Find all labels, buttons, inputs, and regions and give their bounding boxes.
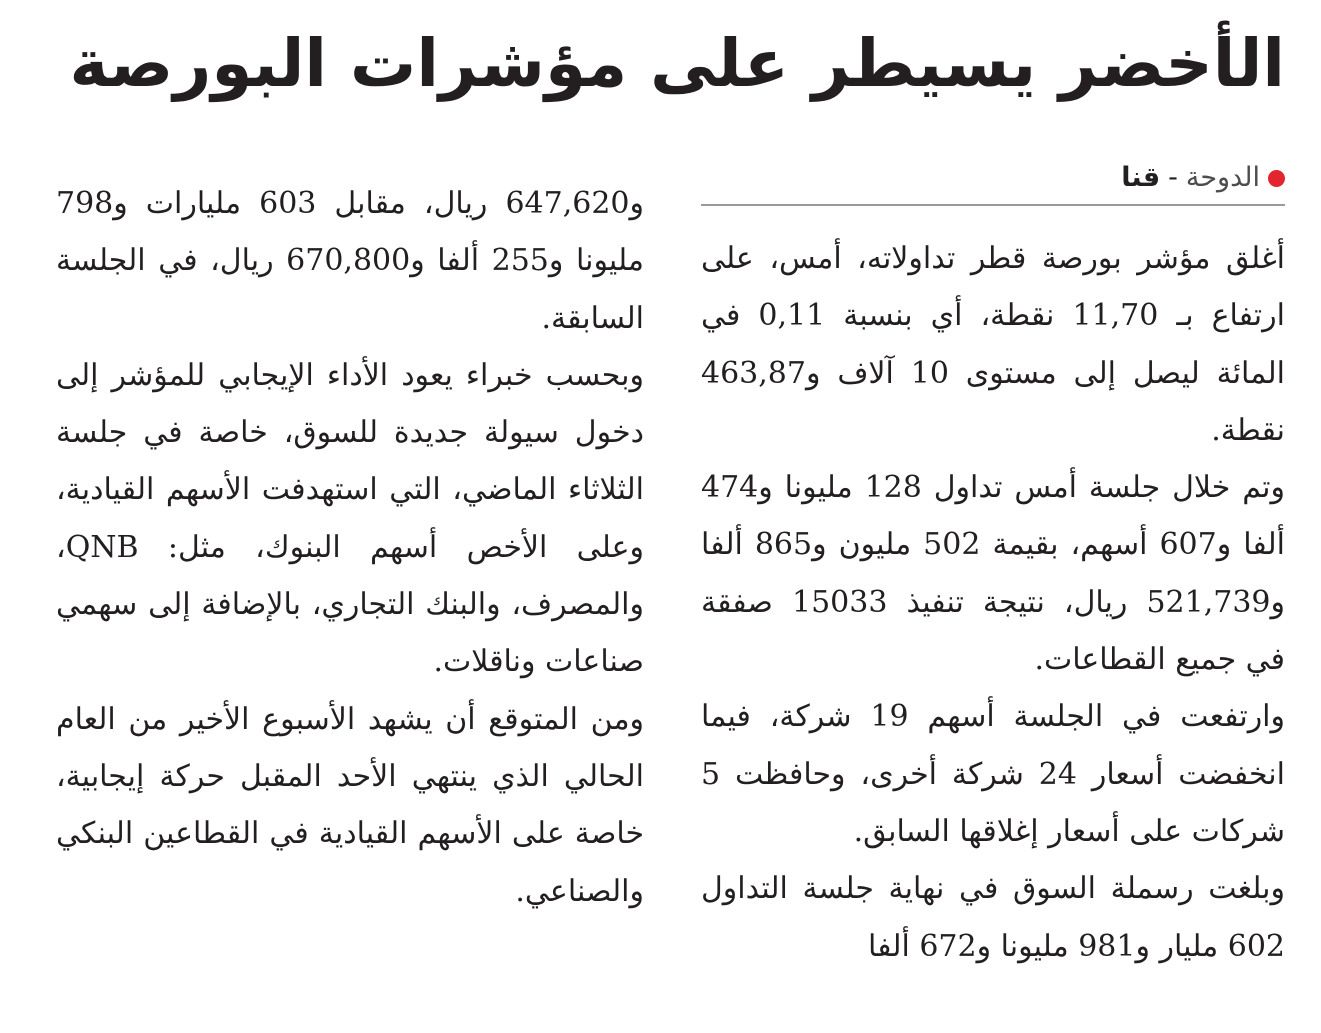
red-dot-icon	[1268, 170, 1285, 187]
paragraph: وارتفعت في الجلسة أسهم 19 شركة، فيما انخفضت أسعار 24 شركة أخرى، وحافظت 5 شركات على أسعار إغلاقها السابق.	[701, 699, 1285, 849]
paragraph: و647,620 ريال، مقابل 603 مليارات و798 مليونا و255 ألفا و670,800 ريال، في الجلسة السابقة.	[56, 186, 644, 336]
paragraph: وتم خلال جلسة أمس تداول 128 مليونا و474 ألفا و607 أسهم، بقيمة 502 مليون و865 ألفا و521,739 ريال، نتيجة تنفيذ 15033 صفقة في جميع القطاعات.	[701, 470, 1286, 678]
paragraph: ومن المتوقع أن يشهد الأسبوع الأخير من العام الحالي الذي ينتهي الأحد المقبل حركة إيجابية، خاصة على الأسهم القيادية في القطاعين البنكي والصناعي.	[56, 701, 644, 909]
paragraph: وبلغت رسملة السوق في نهاية جلسة التداول 602 مليار و981 مليونا و672 ألفا	[701, 871, 1285, 964]
paragraph: أغلق مؤشر بورصة قطر تداولاته، أمس، على ارتفاع بـ 11,70 نقطة، أي بنسبة 0,11 في المائة ليصل إلى مستوى 10 آلاف و463,87 نقطة.	[701, 241, 1286, 448]
article-column-left	[56, 175, 644, 920]
paragraph: وبحسب خبراء يعود الأداء الإيجابي للمؤشر إلى دخول سيولة جديدة للسوق، خاصة في جلسة الثلاثاء الماضي، التي استهدفت الأسهم القيادية، وعلى الأخص أسهم البنوك، مثل: QNB، والمصرف، والبنك التجاري، بالإضافة إلى سهمي صناعات وناقلات.	[56, 357, 644, 680]
byline-city: الدوحة	[1185, 162, 1260, 193]
byline	[701, 152, 1285, 206]
byline-separator: -	[1168, 162, 1178, 193]
byline-agency: قنا	[1121, 162, 1161, 193]
article-headline: الأخضر يسيطر على مؤشرات البورصة	[69, 25, 1285, 102]
article-column-right	[701, 230, 1285, 975]
